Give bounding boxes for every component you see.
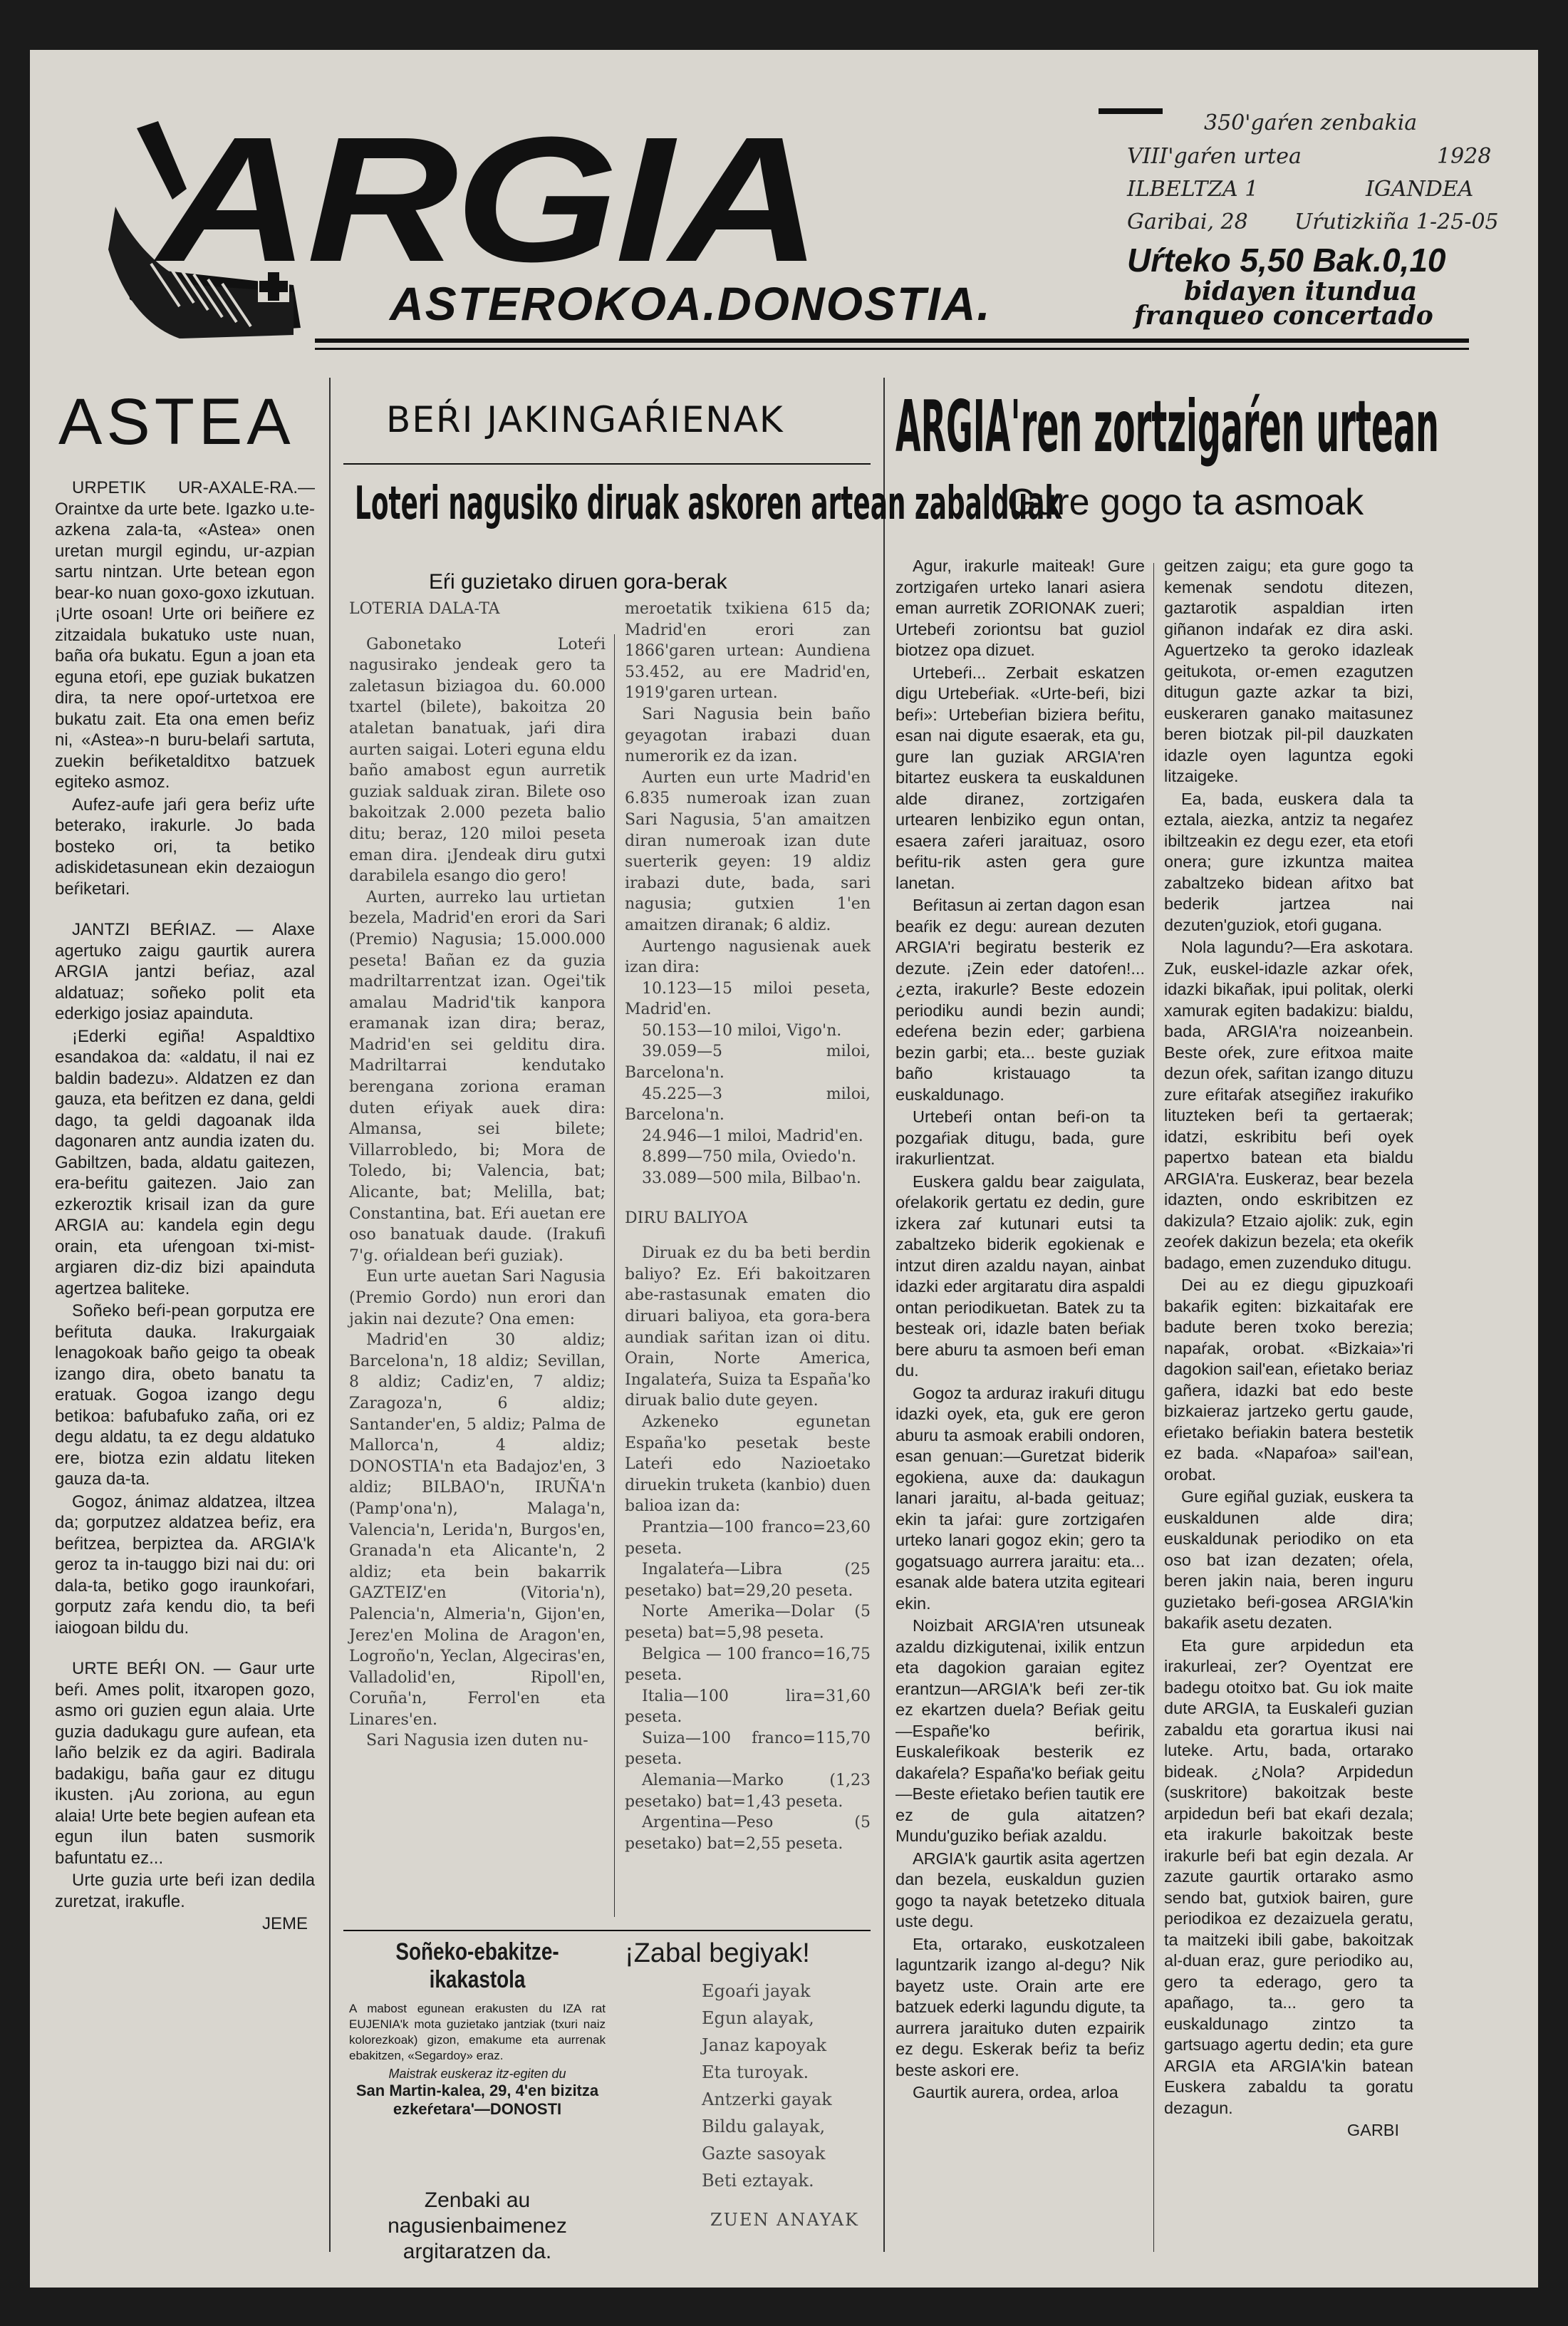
exchange-line: Suiza—100 franco=115,70 peseta. [625, 1729, 871, 1769]
year-label: VIII'gaŕen urtea [1127, 144, 1302, 169]
winner-line: 10.123—15 miloi peseta, Madrid'en. [625, 979, 871, 1019]
masthead-top-rule [1099, 108, 1163, 114]
poem-line: Beti eztayak. [702, 2171, 814, 2191]
exchange-line: Italia—100 lira=31,60 peseta. [625, 1687, 871, 1727]
masthead-rule-thick [315, 338, 1469, 343]
exchange-paragraph: Azkeneko egunetan España'ko pesetak beste Lateŕi edo Nazioetako diruekin truketa (kanbio) duen balioa izan da: [625, 1412, 871, 1516]
editorial-paragraph: Gaurtik aurera, ordea, arloa [913, 2083, 1118, 2102]
news-heading-rule [343, 463, 871, 465]
sewing-school-ad [349, 1938, 606, 2119]
poem-line: Janaz kapoyak [702, 2035, 827, 2055]
exchange-line: Ingalateŕa—Libra (25 pesetako) bat=29,20 peseta. [625, 1561, 871, 1600]
poem-lines [625, 1978, 871, 2194]
office-address: Garibai, 28 [1127, 210, 1248, 234]
lottery-paragraph: Madrid'en 30 aldiz; Barcelona'n, 18 aldiz; Sevillan, 8 aldiz; Cadiz'en, 7 aldiz; Zaragoza'n, 6 aldiz; Santander'en, 5 aldiz; Palma de Mallorca'n, 4 aldiz; DONOSTIA'n eta Badajoz'en, 3 aldiz; BILBAO'n, IRUÑA'n (Pamp'ona'n), Malaga'n, Valencia'n, Lerida'n, Burgos'en, Granada'n eta Alicante'n, 2 aldiz; eta bein bakarrik GAZTEIZ'en (Vitoria'n), Palencia'n, Almeria'n, Gijon'en, Jerez'en Molina de Aragon'en, Logroño'n, Yeclan, Algeciras'en, Valladolid'en, Ripoll'en, Coruña'n, Ferrol'en eta Linares'en. [349, 1331, 606, 1729]
astea-paragraph: URTE BEŔI ON. — Gaur urte beŕi. Ames polit, itxaropen gozo, asmo ori guzien egun alaia. Urte guzia dadukagu gure aufean, eta laño belzik ez da agiri. Badirala badakigu, baña gaur ez ditugu ikusten. ¡Au zoriona, au egun alaia! Urte bete begien aufean eta egun ilun baten susmorik bafuntatu ez... [55, 1659, 315, 1868]
phone-number: Uŕutizkiña 1-25-05 [1294, 210, 1499, 234]
editorial-paragraph: Ea, bada, euskera dala ta eztala, aiezka, antziz ta negaŕez ibiltzeakin ez degu ezer, eta etoŕi onera; gure izkuntza maitea zabaltzeko bidean aŕitxo bat bederik jartzea nai dezuten'guziok, etoŕi gugana. [1164, 789, 1413, 934]
editorial-paragraph: Dei au ez diegu gipuzkoaŕi bakaŕik egiten: bizkaitaŕak ere badute beren txoko berezia; napaŕak, orobat. «Bizkaia»'ri dagokion sail'ean, eŕietako beriaz gañera, idazki bat edo beste bizkaieraz jartzeko gertu gaude, eŕietako beŕiakin batera bestetik ez bada. «Napaŕoa» sail'ean, orobat. [1164, 1276, 1413, 1484]
poem-line: Egun alayak, [702, 2008, 814, 2028]
poem-title: ¡Zabal begiyak! [625, 1938, 810, 1968]
lottery-paragraph: Gabonetako Loteŕi nagusirako jendeak gero ta zaletasun biziagoa du. 60.000 txartel (bilete), bakoitza 20 ataletan banatuak, jaŕi dira aurten saigai. Loteri eguna eldu baño amabost egun aurretik guziak salduak ziran. Bilete oso bakoitzak 2.000 pezeta balio ditu; beraz, 120 miloi peseta eman dira. ¡Jendeak diru gutxi darabilela esango dio gero! [349, 635, 606, 886]
exchange-line: Alemania—Marko (1,23 pesetako) bat=1,43 peseta. [625, 1772, 871, 1811]
winner-line: 50.153—10 miloi, Vigo'n. [642, 1021, 842, 1040]
weekday: IGANDEA [1366, 177, 1474, 202]
section-title-loteria: LOTERIA DALA-TA [349, 600, 500, 618]
column-rule-3 [1153, 563, 1154, 2252]
ad-top-rule [343, 1930, 871, 1931]
astea-column [55, 477, 315, 1935]
astea-heading: ASTEA [58, 386, 295, 458]
editorial-paragraph: Eta gure arpidedun eta irakurleai, zer? Oyentzat ere badegu otoitxo bat. Gu iok maite dute ARGIA, ta Euskaleŕi guzian zabaldu eta gorartua ikusi nai luteke. Artu, bada, ortarako bideak. ¿Nola? Arpidedun (suskritore) bakoitzak beste arpidedun beŕi bat ekaŕi dezala; eta irakurle bakoitzak beste irakurle beŕi bat egin dezala. Ar zazute gaurtik ortarako asmo sendo bat, gutxiok bairen, gure periodikoa ez dezaizuela geratu, ta maitzeki ibili gabe, bakoitzak al-duan eraz, gure periodiko au, gero ta ederago, gero ta apañago, ta... gero ta euskaldunago zintzo ta gartsuago agertu dedin; eta gure ARGIA eta ARGIA'kin batean Euskera zabaldu ta goratu dezagun. [1164, 1635, 1413, 2117]
editorial-paragraph: Nola lagundu?—Era askotara. Zuk, euskel-idazle azkar oŕek, idazki bikañak, ipui politak, olerki xamurak egiten badakizu: bialdu, bada, ARGIA'ra noizeanbein. Beste oŕek, zure eŕitxoa maite dezun oŕek, saŕitan izango dituzu zure eŕitaŕak atsegiñez irakuŕiko lituzteken beŕi ta gertaerak; idatzi, eskribitu beŕi oyek papertxo batean eta bialdu ARGIA'ra. Euskeraz, bear bezela idazten, ondo eskribitzen ez dakizula? Etzaio ajolik: zuk, egin zeoŕek dakizun bezela; eta okeŕik badago, emen zuzenduko ditugu. [1164, 938, 1413, 1272]
lottery-headline: Loteri nagusiko diruak askoren artean zabalduak [355, 477, 1062, 530]
lottery-paragraph: Sari Nagusia izen duten nu- [366, 1732, 588, 1750]
editorial-paragraph: Beŕitasun ai zertan dagon esan beaŕik ez degu: aurean dezuten ARGIA'ri begiratu besterik ez dezute. ¡Zein eder datoŕen!... ¿ezta, irakurle? Beste edozein periodiku aundi bezin aundi; edeŕena bezin eder; garbiena bezin garbi; eta... beste guziak baño kristauago ta euskaldunago. [895, 896, 1145, 1104]
editorial-paragraph: Urtebeŕi ontan beŕi-on ta pozgaŕiak ditugu, bada, gure irakurlientzat. [895, 1107, 1145, 1168]
year: 1928 [1437, 144, 1492, 169]
postage-line-2: franqueo concertado [1134, 301, 1433, 331]
astea-paragraph: JANTZI BEŔIAZ. — Alaxe agertuko zaigu gaurtik aurera ARGIA jantzi beŕiaz, azal aldatuaz; soñeko polit eta ederkigo josiaz apainduta. [55, 920, 315, 1023]
lottery-left-column [349, 599, 606, 1752]
masthead-title: ARGIA [158, 100, 819, 299]
poem-line: Egoaŕi jayak [702, 1981, 811, 2001]
editorial-paragraph: Noizbait ARGIA'ren utsuneak azaldu dizkigutenai, ixilik entzun eta dagokion garaian egitez erantzun—ARGIA'k beŕi zer-tik ez ekartzen duela? Beŕiak geitu —Españe'ko beŕirik, Euskaleŕikoak besterik ez dakaŕela? España'ko beŕiak geitu—Beste eŕietako beŕien tautik ere ez de gula aitatzen? Mundu'guziko beŕiak azaldu. [895, 1616, 1145, 1845]
poem-line: Gazte sasoyak [702, 2144, 826, 2164]
winner-line: 45.225—3 miloi, Barcelona'n. [625, 1085, 871, 1125]
masthead-subtitle: ASTEROKOA.DONOSTIA. [390, 277, 992, 330]
editorial-paragraph: Eta, ortarako, euskotzaleen laguntzarik izango al-degu? Nik bayetz uste. Orain arte ere batzuek ederki lagundu digute, ta aurrera jaraituko duten ezpairik ez degu. Eskerak beŕiz ta beŕiz beste askori ere. [895, 1934, 1145, 2079]
exchange-line: Norte Amerika—Dolar (5 peseta) bat=5,98 peseta. [625, 1603, 871, 1642]
poem-signature: ZUEN ANAYAK [710, 2210, 859, 2230]
ad-text: A mabost egunean erakusten du IZA rat EUJENIA'k mota guzietako jantziak (txuri naiz kolorezkoak) gizon, emakume eta aurrenak ebakitzen, «Segardoy» eraz. [349, 2002, 606, 2062]
lottery-paragraph: Aurtengo nagusienak auek izan dira: [625, 937, 871, 977]
issue-date: ILBELTZA 1 [1127, 177, 1259, 202]
issue-number: 350'gaŕen zenbakia [1204, 110, 1418, 135]
masthead-rule-thin [315, 348, 1469, 350]
editorial-paragraph: Urtebeŕi... Zerbait eskatzen digu Urtebeŕiak. «Urte-beŕi, bizi beŕi»: Urtebeŕian biziera beŕitu, esan nai digute esaerak, eta gu, gure lan guziak ARGIA'ren bitartez euskera ta euskaldunen alde diranez, zortzigaŕen urtearen lenbiziko egun ontan, esaera zaŕeri jaraituaz, osoro beŕitu-rik asten gera gure lanetan. [895, 663, 1145, 892]
column-rule-2 [883, 378, 885, 2252]
ad-address: San Martin-kalea, 29, 4'en bizitza [355, 2082, 599, 2099]
exchange-line: Argentina—Peso (5 pesetako) bat=2,55 peseta. [625, 1814, 871, 1853]
exchange-line: Belgica — 100 franco=16,75 peseta. [625, 1645, 871, 1685]
postage-line-1: bidayen itundua [1184, 276, 1418, 306]
editorial-paragraph: Agur, irakurle maiteak! Gure zortzigaŕen urteko lanari asiera eman aurretik ZORIONAK zueri; Urtebeŕi zoriontsu bat guziol biotzez opa dizuet. [895, 557, 1145, 659]
lottery-subhead: Eŕi guzietako diruen gora-berak [429, 570, 727, 594]
exchange-paragraph: Diruak ez du ba beti berdin baliyo? Ez. Eŕi bakoitzaren abe-rastasunak ematen dio diruari baliyoa, eta gora-bera aundiak saŕitan izan oi ditu. Orain, Norte America, Ingalateŕa, Suiza ta España'ko diruak balio dute geyen. [625, 1244, 871, 1410]
poem-line: Antzerki gayak [702, 2089, 832, 2109]
poem-line: Bildu galayak, [702, 2116, 826, 2136]
lottery-paragraph: Sari Nagusia bein baño geyagotan irabazi duan numerorik ez da izan. [625, 705, 871, 766]
section-title-diru: DIRU BALIYOA [625, 1209, 748, 1227]
exchange-line: Prantzia—100 franco=23,60 peseta. [625, 1518, 871, 1558]
newspaper-page [30, 50, 1538, 2288]
editorial-right-column [1164, 556, 1413, 2141]
astea-paragraph: Gogoz, ánimaz aldatzea, iltzea da; gorputzez aldatzea beŕiz, era beŕitzea, berpiztea da. ARGIA'k geroz ta in-tauggo bizi nai du: ori dala-ta, betiko gogo iraunkoŕari, gorputz zaŕa kendu dio, ta beŕi iaiogoan bildu du. [55, 1492, 315, 1638]
winner-line: 8.899—750 mila, Oviedo'n. [642, 1148, 857, 1167]
poem-block [625, 1938, 871, 2230]
astea-paragraph: ¡Ederki egiña! Aspaldtixo esandakoa da: «aldatu, il nai ez baldin badezu». Aldatzen ez dan gauza, eta beŕitzen ez dana, geldi dago, ta geldi dagoanak ilda dagonaren antz aundia izaten du. Gabiltzen, bada, aldatu gaitezen, era-beŕitu gaitezen. Jaio zan ezkeroztik krisail izan da gure ARGIA au: kandela egin degu orain, eta uŕengoan txi-mist-argiaren diz-diz bizi apainduta agertzea baliteke. [55, 1026, 315, 1298]
editorial-paragraph: Gure egiñal guziak, euskera ta euskaldunen alde dira; euskaldunak periodiko on eta oso bat izan dezaten; oŕela, beren jakin naia, beren inguru guzietako beŕi-gosea ARGIA'kin bakaŕik asetu dezaten. [1164, 1487, 1413, 1632]
editorial-heading: ARGIA'ren zortzigaŕen urtean [895, 385, 1439, 468]
editorial-subheading: Gure gogo ta asmoak [1007, 482, 1364, 523]
lottery-paragraph: meroetatik txikiena 615 da; Madrid'en erori zan 1866'garen urtean: Aundiena 53.452, au ere Madrid'en, 1919'garen urtean. [625, 600, 871, 703]
lottery-paragraph: Eun urte auetan Sari Nagusia (Premio Gordo) nun erori dan jakin nai dezute? Ona emen: [349, 1268, 606, 1328]
lottery-right-column [625, 599, 871, 1854]
astea-paragraph: URPETIK UR-AXALE-RA.—Oraintxe da urte bete. Igazko u.te-azkena zala-ta, «Astea» onen uretan murgil egindu, ur-azpian sartu nintzan. Urte betean egon bear-ko nuan goxo-goxo izkutuan. ¡Urte osoan! Urte ori beiñere ez zitzaidala bukatuko uste nuan, baña oŕa bukatu. Egun a joan eta eguna etoŕi, epe guziak bukatzen dira, ta nere opoŕ-urtetxoa ere bukatu zait. Eta ona emen beŕiz ni, «Astea»-n buru-belaŕi sartuta, zuekin beŕiketalditxo batzuek egiteko asmoz. [55, 478, 315, 792]
editorial-paragraph: Gogoz ta arduraz irakuŕi ditugu idazki oyek, eta, guk ere geron aburu ta asmoak erabili ondoren, esan genuan:—Guretzat biderik egokiena, auxe da: daukagun lanari jaraitu, al-bada geituaz; ekin ta jaŕai: gure zortzigaŕen urteko lanari gogoz ekin; gero ta gogatsuago aurrera jaraitu: eta... esanak alde batera utzita egiteari ekin. [895, 1383, 1145, 1613]
winner-line: 24.946—1 miloi, Madrid'en. [642, 1127, 863, 1145]
editorial-paragraph: geitzen zaigu; eta gure gogo ta kemenak sendotu ditezen, gaztarotik aspaldian irten giñanon indaŕak ez dira aski. Aguertzeko ta geroko idazleak geitukota, or-emen ezagutzen ditugun gazte azkar ta bizi, euskeraren ganako maitasunez beren biotzak pil-pil dauzkaten idazle oyen laguntza egoki litzaigeke. [1164, 557, 1413, 785]
poem-line: Eta turoyak. [702, 2062, 809, 2082]
lottery-paragraph: Aurten eun urte Madrid'en 6.835 numeroak izan zuan Sari Nagusia, 5'an amaitzen diran numeroak izan dute suerterik geyen: 19 aldiz irabazi dute, bada, sari nagusia; gutxien 1'en amaitzen diranak; 6 aldiz. [625, 768, 871, 934]
winner-line: 33.089—500 mila, Bilbao'n. [642, 1169, 861, 1188]
subscription-price: Uŕteko 5,50 Bak.0,10 [1127, 242, 1446, 279]
editorial-left-column [895, 556, 1145, 2105]
winner-line: 39.059—5 miloi, Barcelona'n. [625, 1043, 871, 1082]
lottery-divider [614, 634, 615, 1917]
ad-address-2: ezkeŕetara'—DONOSTI [393, 2100, 562, 2118]
astea-signature: JEME [261, 1914, 308, 1933]
astea-paragraph: Urte guzia urte beŕi izan dedila zuretzat, irakufle. [55, 1871, 315, 1911]
permission-footer: Zenbaki au nagusienbaimenez argitaratzen da. [388, 2188, 567, 2263]
editorial-paragraph: ARGIA'k gaurtik asita agertzen dan bezela, euskaldun guzien gogo ta nayak betetzeko dituala uste degu. [895, 1849, 1145, 1930]
lottery-paragraph: Aurten, aurreko lau urtietan bezela, Madrid'en erori da Sari (Premio) Nagusia; 15.000.000 peseta! Bañan ez da guzia madriltarrentzat izan. Ogei'tik amalau Madrid'tik kanpora eramanak izan dira; beraz, Madrid'en sei gelditu dira. Madriltarrai kendutako berengana zoriona eraman duten eŕiyak auek dira: Almansa, sei bilete; Villarrobledo, bi; Mora de Toledo, bi; Valencia, bat; Alicante, bat; Melilla, bat; Constantina, bat. Eŕi auetan ere oso banatuak daude. (Irakufi 7'g. oŕialdean beŕi guziak). [349, 888, 606, 1265]
ad-language-note: Maistrak euskeraz itz-egiten du [388, 2067, 566, 2081]
ad-title: Soñeko-ebakitze-ikakastola [395, 1938, 559, 1993]
column-rule-1 [329, 378, 331, 2252]
news-heading: BEŔI JAKINGAŔIENAK [386, 399, 784, 440]
astea-paragraph: Aufez-aufe jaŕi gera beŕiz uŕte beterako, irakurle. Jo bada bosteko ori, ta betiko adiskidetasunean ekin dezaiogun beŕiketari. [55, 795, 315, 899]
astea-paragraph: Soñeko beŕi-pean gorputza ere beŕituta dauka. Irakurgaiak lenagokoak baño geigo ta obeak izango dira, obeto banatu ta eratuak. Gogoa izango degu betikoa: bafubafuko zaña, ori ez degu aldatu, ta ez degu aldatuko ere, biotza ezin aldatu liteken gauza da-ta. [55, 1301, 315, 1489]
editorial-signature: GARBI [1346, 2121, 1399, 2139]
editorial-paragraph: Euskera galdu bear zaigulata, oŕelakorik gertatu ez dedin, gure izkera zaŕ kutunari eutsi ta zabaltzeko biderik egokienak e intzut diren azaldu nayan, ainbat idazki eder argitaratu dira aspaldi ontan periodikuetan. Batek zu ta besteak ori, idazle baten beŕiak bere aburu ta asmoen beŕi eman du. [895, 1172, 1145, 1380]
